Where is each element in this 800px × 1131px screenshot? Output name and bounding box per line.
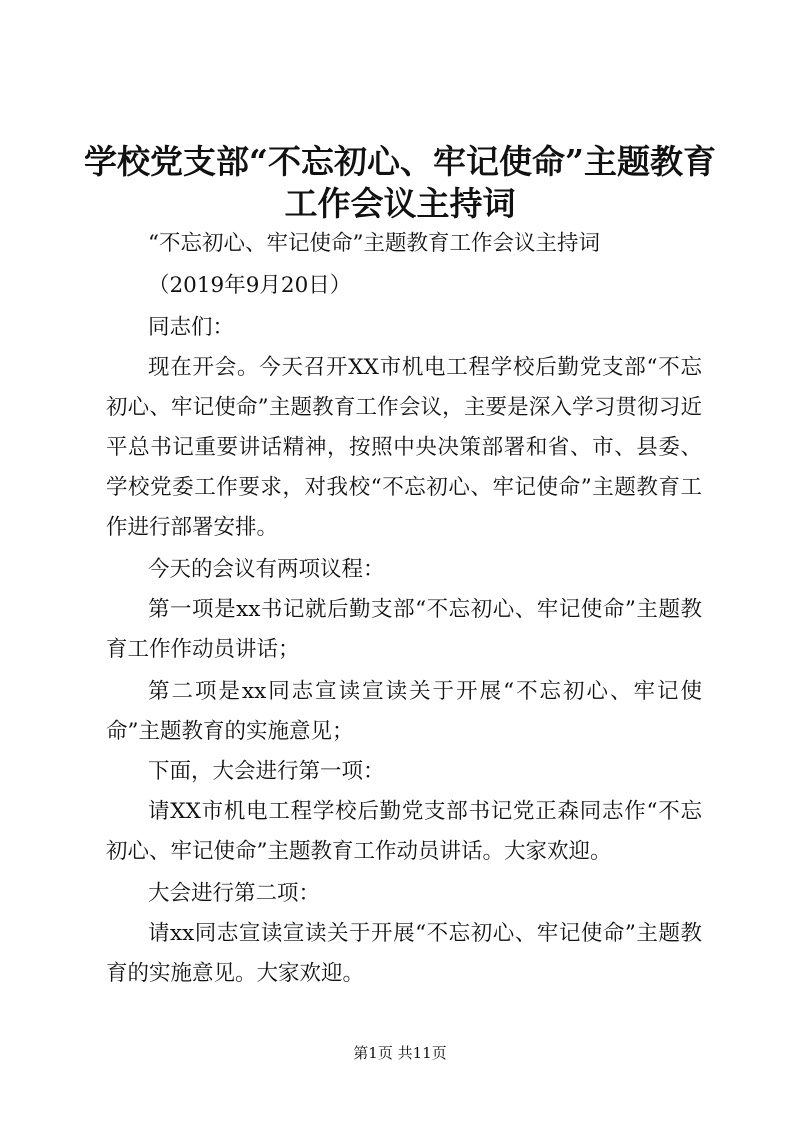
page-footer: 第1页 共11页: [353, 1044, 447, 1062]
document-title-line-1: 学校党支部“不忘初心、牢记使命”主题教育: [84, 142, 716, 181]
paragraph-date: （2019年9月20日）: [148, 273, 352, 298]
paragraph-agenda-item-2: 第二项是xx同志宣读宣读关于开展“不忘初心、牢记使命”主题教育的实施意见；: [106, 679, 702, 744]
paragraph-subtitle: “不忘初心、牢记使命”主题教育工作会议主持词: [148, 231, 600, 256]
paragraph-speech-invite: 请XX市机电工程学校后勤党支部书记党正森同志作“不忘初心、牢记使命”主题教育工作动员讲话。大家欢迎。: [106, 799, 702, 864]
paragraph-proceed-2: 大会进行第二项：: [148, 881, 321, 906]
document-title-line-2: 工作会议主持词: [284, 184, 516, 223]
paragraph-salutation: 同志们：: [148, 315, 235, 340]
paragraph-agenda-item-1: 第一项是xx书记就后勤支部“不忘初心、牢记使命”主题教育工作作动员讲话；: [106, 597, 702, 662]
paragraph-agenda-intro: 今天的会议有两项议程：: [148, 557, 385, 582]
paragraph-reading-invite: 请xx同志宣读宣读关于开展“不忘初心、牢记使命”主题教育的实施意见。大家欢迎。: [106, 921, 702, 986]
paragraph-opening: 现在开会。今天召开XX市机电工程学校后勤党支部“不忘初心、牢记使命”主题教育工作会议，主要是深入学习贯彻习近平总书记重要讲话精神，按照中央决策部署和省、市、县委、学校党委工作要求，对我校“不忘初心、牢记使命”主题教育工作进行部署安排。: [106, 355, 702, 540]
paragraph-proceed-1: 下面，大会进行第一项：: [148, 759, 385, 784]
